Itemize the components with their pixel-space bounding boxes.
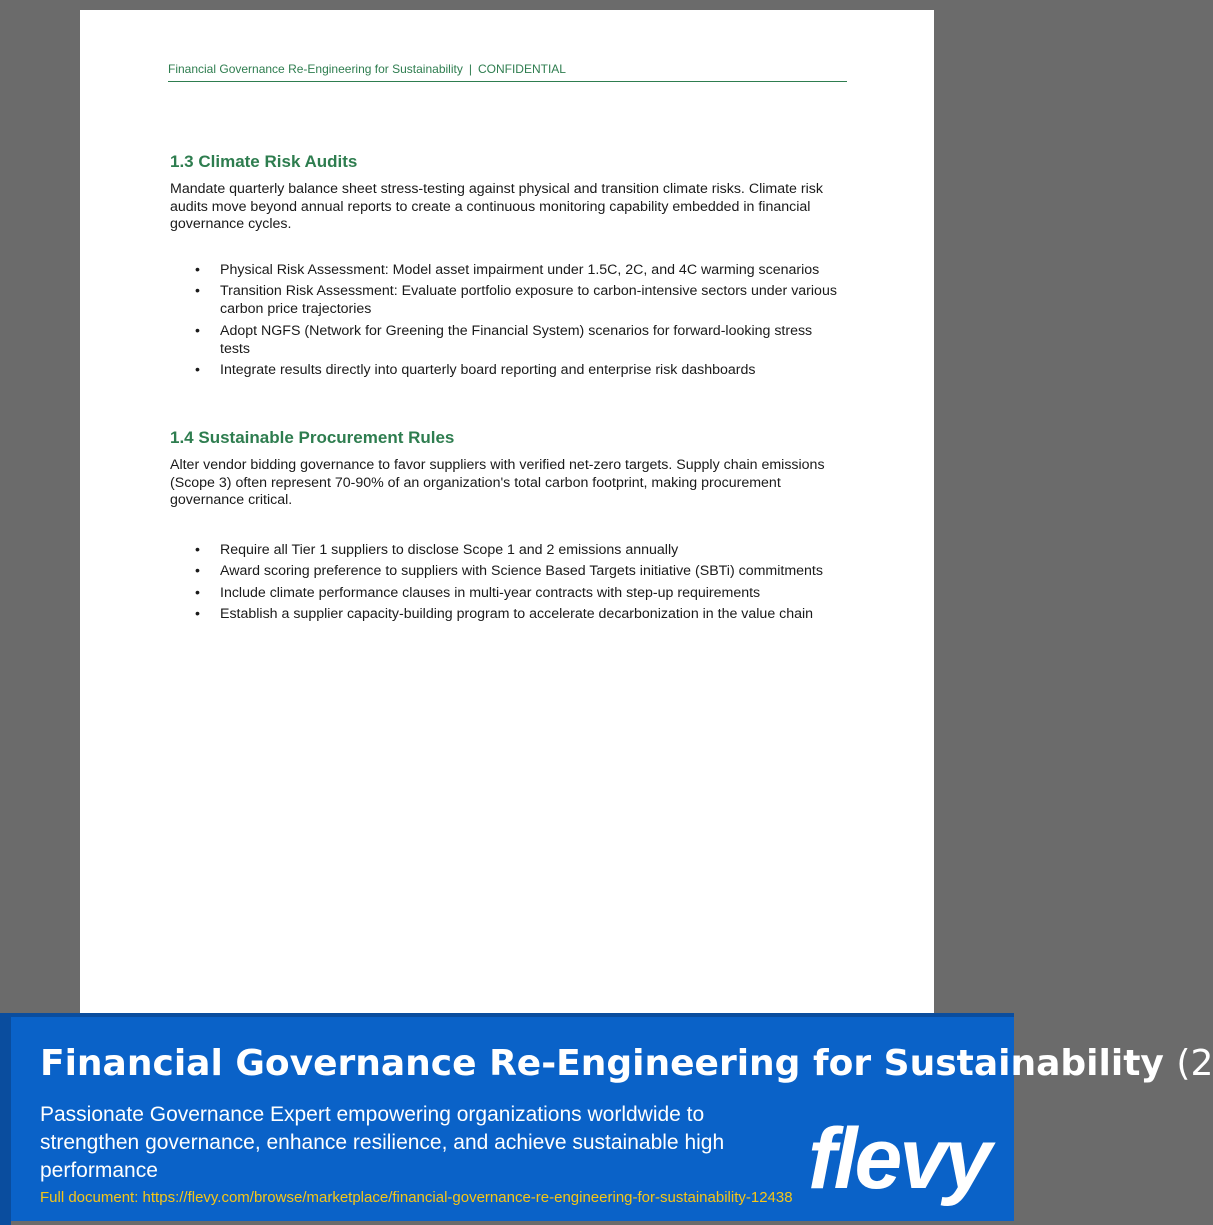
bullet-icon: • — [195, 261, 200, 278]
banner-description: Passionate Governance Expert empowering organizations worldwide to strengthen governance, enhance resilience, and achieve sustainable high performance — [40, 1103, 725, 1182]
full-document-link[interactable]: Full document: https://flevy.com/browse/marketplace/financial-governance-re-engineering-for-sustainability-12438 — [40, 1189, 793, 1206]
section-lead-paragraph: Mandate quarterly balance sheet stress-testing against physical and transition climate risks. Climate risk audits move beyond annual reports to create a continuous monitoring capability embedded in financial governance cycles. — [170, 181, 823, 232]
bullet-list — [170, 541, 840, 624]
document-page — [80, 10, 934, 1014]
header-classification: CONFIDENTIAL — [477, 62, 566, 76]
bullet-icon: • — [195, 541, 200, 558]
header-separator: | — [468, 62, 472, 76]
list-item — [170, 322, 840, 358]
list-item-text: Require all Tier 1 suppliers to disclose Scope 1 and 2 emissions annually — [220, 541, 679, 558]
promo-banner — [0, 1013, 1213, 1221]
section-climate-risk-audits — [170, 152, 840, 379]
list-item — [170, 541, 840, 559]
bullet-icon: • — [195, 322, 200, 339]
list-item-text: Award scoring preference to suppliers with Science Based Targets initiative (SBTi) commitments — [220, 563, 823, 579]
flevy-logo[interactable]: flevy — [808, 1111, 990, 1207]
section-heading: 1.4 Sustainable Procurement Rules — [170, 428, 455, 447]
banner-title-text: Financial Governance Re-Engineering for Sustainability — [40, 1043, 1164, 1084]
banner-title — [40, 1042, 1213, 1086]
bullet-icon: • — [195, 563, 200, 579]
list-item — [170, 584, 840, 602]
list-item-text: Adopt NGFS (Network for Greening the Financial System) scenarios for forward-looking stress tests — [220, 322, 813, 357]
list-item-text: Integrate results directly into quarterly board reporting and enterprise risk dashboards — [220, 362, 756, 378]
bullet-icon: • — [195, 362, 200, 378]
banner-title-suffix: (2 — [1176, 1043, 1213, 1084]
bullet-icon: • — [195, 584, 200, 601]
running-header — [168, 62, 847, 82]
list-item — [170, 605, 840, 623]
list-item-text: Include climate performance clauses in multi-year contracts with step-up requirements — [220, 584, 761, 601]
list-item-text: Establish a supplier capacity-building program to accelerate decarbonization in the value chain — [220, 606, 814, 622]
list-item-text: Physical Risk Assessment: Model asset impairment under 1.5C, 2C, and 4C warming scenarios — [220, 261, 820, 278]
list-item — [170, 261, 840, 279]
section-sustainable-procurement-rules — [170, 428, 840, 623]
bullet-icon: • — [195, 606, 200, 622]
header-doc-title: Financial Governance Re-Engineering for Sustainability — [168, 62, 463, 76]
section-heading: 1.3 Climate Risk Audits — [170, 152, 358, 171]
banner-edge-strip — [0, 1017, 11, 1225]
list-item-text: Transition Risk Assessment: Evaluate portfolio exposure to carbon-intensive sectors under various carbon price trajectories — [220, 283, 837, 317]
list-item — [170, 282, 840, 318]
bullet-list — [170, 261, 840, 380]
bullet-icon: • — [195, 283, 200, 299]
list-item — [170, 562, 840, 580]
page-content — [170, 152, 840, 627]
section-lead-paragraph: Alter vendor bidding governance to favor suppliers with verified net-zero targets. Supply chain emissions (Scope 3) often represent 70-90% of an organization's total carbon footprint, making procurement governance critical. — [170, 457, 825, 508]
list-item — [170, 361, 840, 379]
